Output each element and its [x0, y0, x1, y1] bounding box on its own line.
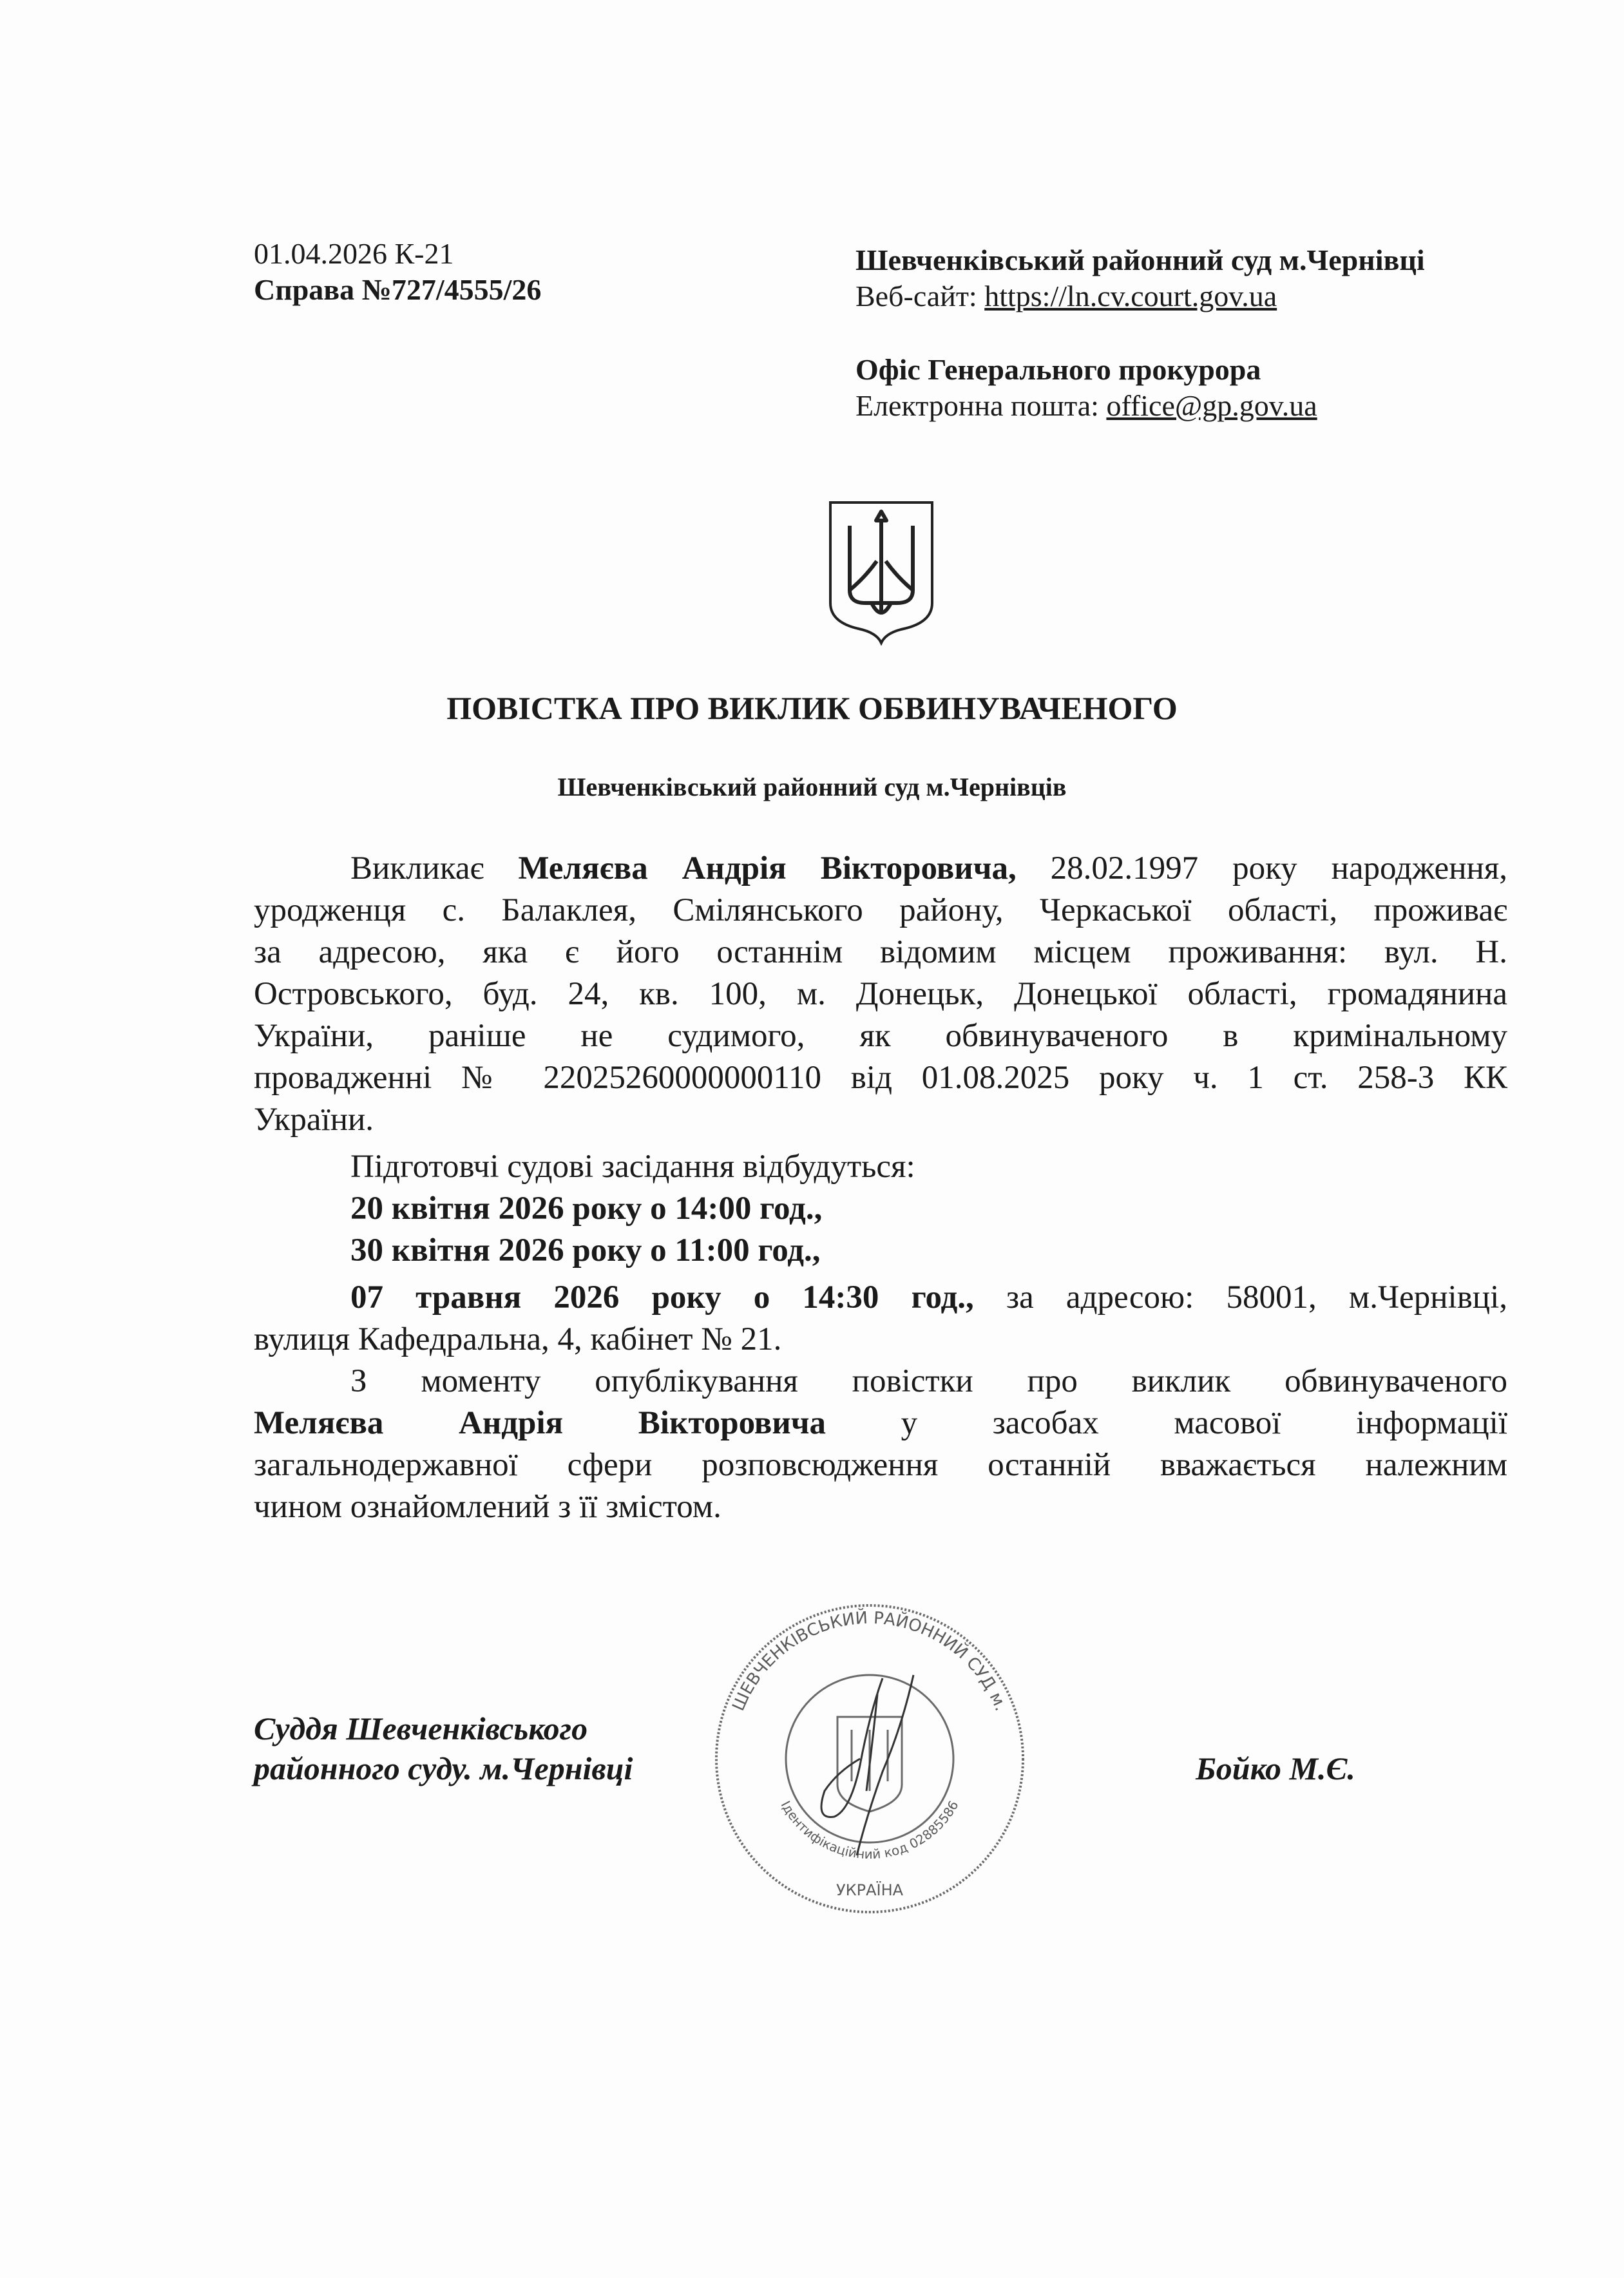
judge-title-line: районного суду. м.Чернівці: [254, 1750, 633, 1786]
body-line: за адресою, яка є його останнім відомим місцем проживання: вул. Н.: [254, 934, 1507, 970]
body-line: загальнодержавної сфери розповсюдження останній вважається належним: [254, 1447, 1507, 1483]
document-title: ПОВІСТКА ПРО ВИКЛИК ОБВИНУВАЧЕНОГО: [446, 690, 1178, 726]
header-left: [254, 236, 541, 308]
judge-name: Бойко М.Є.: [1196, 1750, 1355, 1786]
summons-body: [254, 848, 1507, 1528]
body-line: уродженця с. Балаклея, Смілянського району, Черкаської області, проживає: [254, 892, 1507, 928]
email-label: Електронна пошта:: [855, 389, 1107, 422]
court-name: Шевченківський районний суд м.Чернівці: [855, 244, 1425, 276]
hearing-address-cont: вулиця Кафедральна, 4, кабінет № 21.: [254, 1321, 782, 1357]
body-line: [254, 1277, 1507, 1319]
email-line: [855, 388, 1425, 424]
body-line: [254, 848, 1507, 890]
email-link[interactable]: office@gp.gov.ua: [1106, 389, 1317, 422]
body-line: [254, 1402, 1507, 1444]
accused-name: Меляєва Андрія Вікторовича: [254, 1405, 826, 1441]
court-stamp: [709, 1598, 1031, 1920]
svg-text:ШЕВЧЕНКІВСЬКИЙ РАЙОННИЙ СУД м.: [729, 1607, 1010, 1714]
stamp-inner-text: Ідентифікаційний код 02885586: [778, 1797, 962, 1862]
accused-name: Меляєва Андрія Вікторовича,: [518, 850, 1017, 886]
prosecutor-office: Офіс Генерального прокурора: [855, 353, 1261, 386]
website-line: [855, 278, 1425, 314]
website-link[interactable]: https://ln.cv.court.gov.ua: [984, 280, 1277, 312]
hearing-address: за адресою: 58001, м.Чернівці,: [973, 1279, 1507, 1316]
website-label: Веб-сайт:: [855, 280, 985, 312]
reference-line: 01.04.2026 К-21: [254, 237, 454, 270]
body-line: чином ознайомлений з її змістом.: [254, 1489, 721, 1525]
body-line: України.: [254, 1102, 374, 1138]
stamp-outer-text: ШЕВЧЕНКІВСЬКИЙ РАЙОННИЙ СУД м.: [729, 1608, 1011, 1714]
birth-date: 28.02.1997 року народження,: [1016, 850, 1507, 886]
hearings-intro: Підготовчі судові засідання відбудуться:: [350, 1149, 915, 1185]
judge-title-line: Суддя Шевченківського: [254, 1710, 588, 1747]
header-right: [855, 242, 1425, 424]
case-number: Справа №727/4555/26: [254, 273, 542, 306]
text: у засобах масової інформації: [826, 1405, 1507, 1441]
body-line: України, раніше не судимого, як обвинуваченого в кримінальному: [254, 1018, 1507, 1054]
hearing-date-1: 20 квітня 2026 року о 14:00 год.,: [350, 1191, 823, 1227]
court-subtitle: Шевченківський районний суд м.Чернівців: [557, 772, 1067, 801]
stamp-bottom-text: УКРАЇНА: [836, 1881, 904, 1899]
hearing-date-3: 07 травня 2026 року о 14:30 год.,: [350, 1279, 974, 1316]
judge-title: [254, 1708, 633, 1788]
handwritten-signature-icon: [821, 1675, 913, 1855]
body-line: Островського, буд. 24, кв. 100, м. Донецьк, Донецької області, громадянина: [254, 976, 1507, 1012]
hearing-date-2: 30 квітня 2026 року о 11:00 год.,: [350, 1232, 821, 1268]
text: Викликає: [350, 850, 519, 886]
body-line: провадженні № 22025260000000110 від 01.08.2025 року ч. 1 ст. 258-3 КК: [254, 1060, 1507, 1096]
body-line: З моменту опублікування повістки про виклик обвинуваченого: [350, 1363, 1507, 1399]
coat-of-arms-icon: [826, 500, 936, 646]
